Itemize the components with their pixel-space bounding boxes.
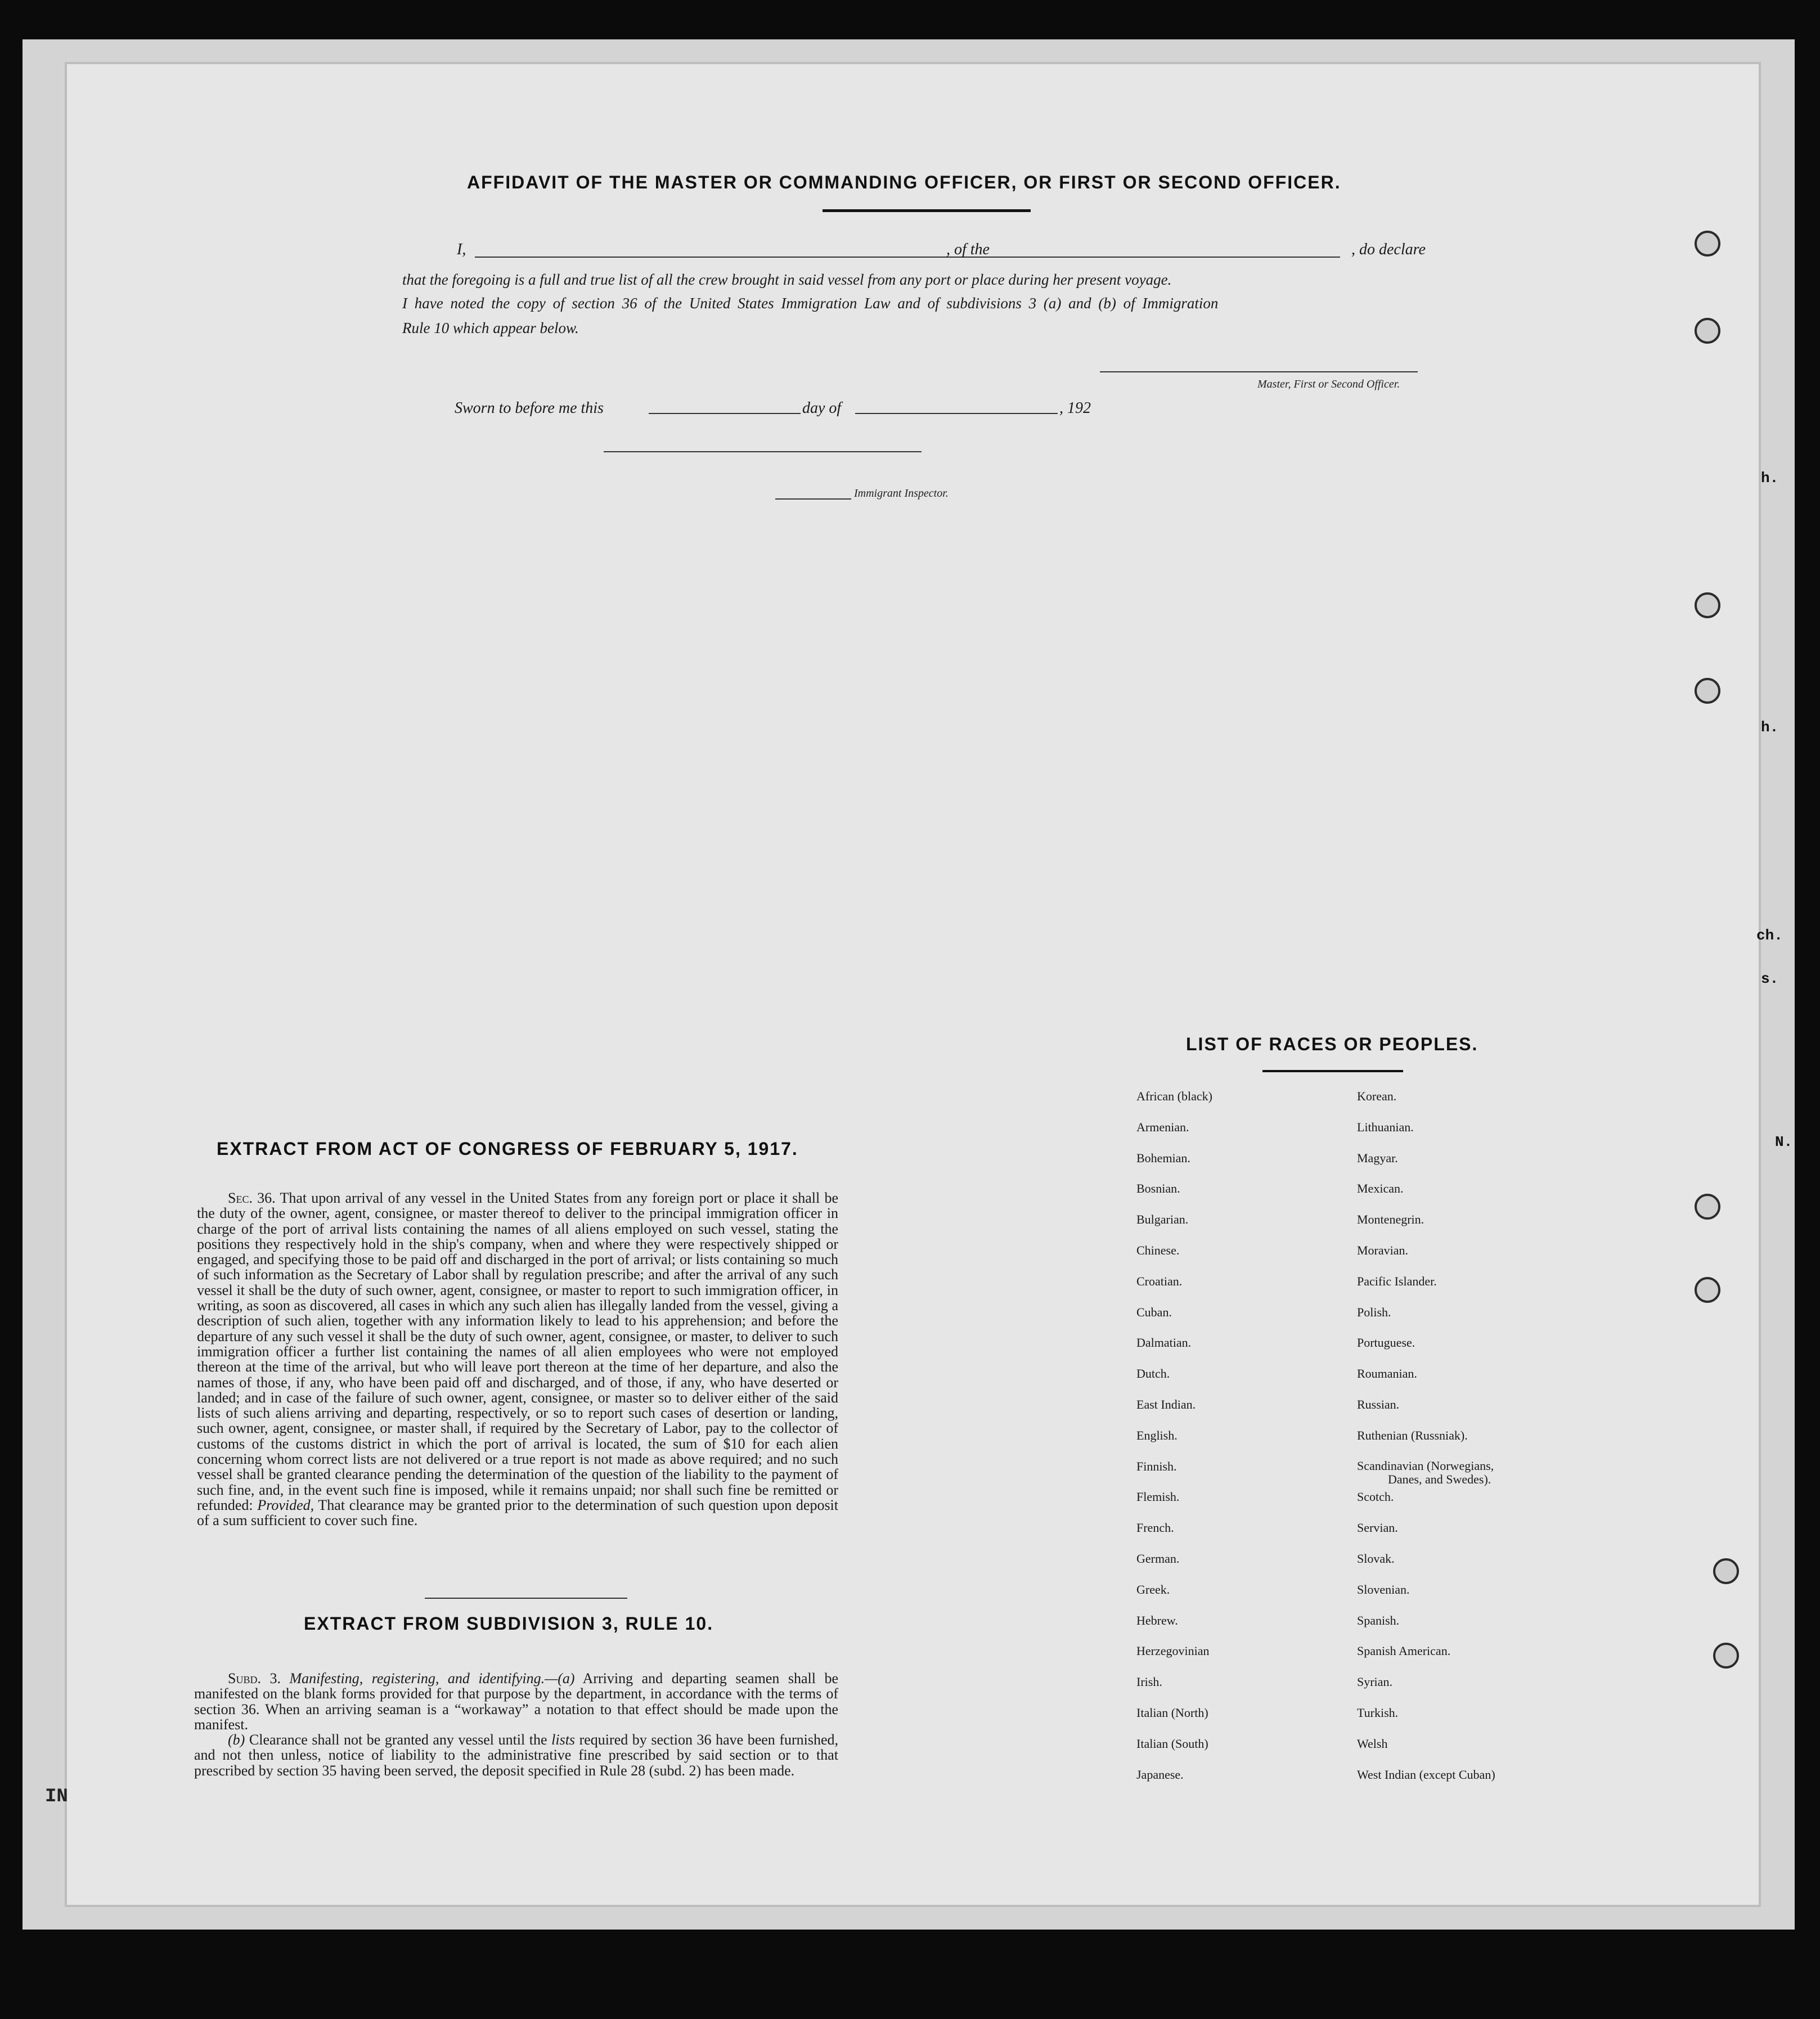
race-item: Dalmatian. (1136, 1335, 1192, 1350)
year-label: , 192 (1059, 399, 1091, 417)
race-item: Bulgarian. (1136, 1212, 1189, 1227)
race-item: English. (1136, 1428, 1178, 1442)
para-b-start: Clearance shall not be granted any vessel until the (249, 1732, 547, 1748)
race-item: Herzegovinian (1136, 1644, 1210, 1658)
race-item: Scandinavian (Norwegians, (1357, 1458, 1494, 1473)
sworn-month-field[interactable] (855, 413, 1058, 414)
affidavit-line-1 (457, 241, 1447, 259)
race-item: Chinese. (1136, 1243, 1180, 1257)
subd-heading: Manifesting, registering, and identifying.—(a) (289, 1670, 575, 1687)
race-item: Hebrew. (1136, 1613, 1178, 1627)
race-item: Croatian. (1136, 1274, 1183, 1288)
race-item: Cuban. (1136, 1305, 1172, 1319)
race-item: Lithuanian. (1357, 1119, 1414, 1134)
race-item: Turkish. (1357, 1705, 1399, 1720)
race-item: Moravian. (1357, 1243, 1409, 1257)
race-item: Finnish. (1136, 1459, 1177, 1473)
race-item: Syrian. (1357, 1675, 1392, 1689)
affidavit-line-2: that the foregoing is a full and true list of all the crew brought in said vessel from any port or place during her present voyage. (402, 271, 1172, 288)
edge-mark: s. (1761, 970, 1779, 987)
declare-label: , do declare (1351, 241, 1426, 258)
race-item-scandinavian (1357, 1459, 1495, 1490)
of-the-label: , of the (946, 241, 990, 258)
binder-hole (1695, 678, 1720, 704)
day-of-label: day of (802, 399, 842, 417)
rule-extract-para-b (194, 1732, 838, 1778)
race-item: Russian. (1357, 1397, 1400, 1411)
race-item: Roumanian. (1357, 1366, 1417, 1381)
race-item: East Indian. (1136, 1397, 1196, 1411)
race-item: French. (1136, 1521, 1174, 1535)
race-item: Mexican. (1357, 1181, 1404, 1196)
act-extract-body (197, 1190, 838, 1528)
race-item: Ruthenian (Russniak). (1357, 1428, 1468, 1442)
edge-mark: h. (1761, 719, 1779, 736)
race-item: West Indian (except Cuban) (1357, 1767, 1495, 1782)
race-item-continuation: Danes, and Swedes). (1388, 1472, 1491, 1486)
sworn-line (455, 399, 1130, 417)
race-item: Greek. (1136, 1582, 1170, 1597)
inspector-signature-line[interactable] (604, 451, 922, 452)
race-item: Servian. (1357, 1521, 1398, 1535)
race-item: African (black) (1136, 1089, 1212, 1103)
sworn-date-field[interactable] (649, 413, 801, 414)
race-item: Welsh (1357, 1736, 1388, 1751)
rule-extract-title: EXTRACT FROM SUBDIVISION 3, RULE 10. (304, 1613, 714, 1634)
race-item: Armenian. (1136, 1119, 1189, 1134)
para-b-label: (b) (228, 1732, 245, 1748)
race-item: Slovenian. (1357, 1582, 1410, 1597)
race-item: Bohemian. (1136, 1150, 1190, 1165)
binder-hole (1713, 1643, 1739, 1669)
inspector-caption: Immigrant Inspector. (854, 487, 949, 500)
race-item: German. (1136, 1551, 1180, 1566)
races-title-underline (1262, 1070, 1403, 1072)
section-label: Sec. 36. (228, 1190, 276, 1206)
vessel-name-field[interactable] (1003, 257, 1340, 258)
subd-label: Subd. 3. (228, 1670, 281, 1687)
races-title: LIST OF RACES OR PEOPLES. (1186, 1034, 1479, 1054)
race-item: Japanese. (1136, 1767, 1184, 1782)
section-text-end: That clearance may be granted prior to the determination of such question upon deposit of a sum sufficient to cover such fine. (197, 1496, 839, 1529)
affidavit-title: AFFIDAVIT OF THE MASTER OR COMMANDING OFFICER, OR FIRST OR SECOND OFFICER. (467, 172, 1341, 192)
binder-hole (1695, 231, 1720, 257)
para-b-lists: lists (551, 1732, 576, 1748)
sworn-label: Sworn to before me this (455, 399, 604, 417)
edge-mark: ch. (1756, 927, 1783, 944)
provided-word: Provided, (257, 1496, 314, 1513)
race-item: Irish. (1136, 1675, 1162, 1689)
edge-mark: h. (1761, 470, 1779, 487)
rule-extract-para-a (194, 1671, 838, 1732)
title-underline (823, 209, 1031, 212)
races-column-1 (1136, 1089, 1212, 1798)
race-item: Polish. (1357, 1305, 1391, 1319)
affidavit-line-3: I have noted the copy of section 36 of the United States Immigration Law and of subdivisions 3 (a) and (b) of Immigration (402, 295, 1219, 312)
binder-hole (1695, 592, 1720, 618)
race-item: Montenegrin. (1357, 1212, 1424, 1227)
race-item: Bosnian. (1136, 1181, 1180, 1196)
section-divider (425, 1598, 627, 1599)
para-a-text: Arriving and departing seamen shall be manifested on the blank forms provided for that purpose by the department, in accordance with the terms of section 36. When an arriving seaman is a “workaway” a notation to that effect should be made upon the manifest. (194, 1670, 839, 1733)
section-text: That upon arrival of any vessel in the United States from any foreign port or place it shall be the duty of the owner, agent, consignee, or master thereof to deliver to the principal immigration officer in charge of the port of arrival lists containing the names of all aliens employed on such vessel, stating the positions they respectively hold in the ship's company, when and where they were respectively shipped or engaged, and specifying those to be paid off and discharged in the port of arrival; or lists containing so much of such information as the Secretary of Labor shall by regulation prescribe; and after the arrival of any such vessel it shall be the duty of such owner, agent, consignee, or master to report to such immigration officer, in writing, as soon as discovered, all cases in which any such alien has illegally landed from the vessel, giving a description of such alien, together with any information likely to lead to his apprehension; and before the departure of any such vessel it shall be the duty of such owner, agent, consignee, or master, to deliver to such immigration officer a further list containing the names of all alien employees who were not employed thereon at the time of the arrival, but who will leave port thereon at the time of her departure, and also the names of those, if any, who have been paid off and discharged, and of those, if any, who have deserted or landed; and in case of the failure of such owner, agent, consignee, or master so to deliver either of the said lists of such aliens arriving and departing, respectively, or so to report such cases of desertion or landing, such owner, agent, consignee, or master shall, if required by the Secretary of Labor, pay to the collector of customs of the customs district in which the port of arrival is located, the sum of $10 for each alien concerning whom correct lists are not delivered or a true report is not made as above required; and no such vessel shall be granted clearance pending the determination of the question of the liability to the payment of such fine, and, in the event such fine is imposed, while it remains unpaid; nor shall such fine be remitted or refunded: (197, 1190, 838, 1513)
race-item: Korean. (1357, 1089, 1397, 1103)
officer-signature-caption: Master, First or Second Officer. (1257, 378, 1400, 390)
race-item: Spanish. (1357, 1613, 1400, 1627)
race-item: Italian (South) (1136, 1736, 1208, 1751)
race-item: Portuguese. (1357, 1335, 1415, 1350)
binder-hole (1695, 1277, 1720, 1303)
races-column-2 (1357, 1089, 1495, 1798)
para-b-end: required by section 36 have been furnished, and not then unless, notice of liability to the administrative fine prescribed by said section or to that prescribed by section 35 having been served, the deposit specified in Rule 28 (subd. 2) has been made. (194, 1732, 839, 1779)
edge-mark: N. (1775, 1134, 1793, 1150)
edge-mark: IN (45, 1786, 68, 1807)
inspector-short-line[interactable] (775, 498, 851, 500)
race-item: Dutch. (1136, 1366, 1170, 1381)
race-item: Flemish. (1136, 1490, 1180, 1504)
race-item: Pacific Islander. (1357, 1274, 1437, 1288)
binder-hole (1695, 318, 1720, 344)
officer-signature-line[interactable] (1100, 371, 1418, 372)
race-item: Magyar. (1357, 1150, 1398, 1165)
binder-hole (1713, 1558, 1739, 1584)
declarant-label: I, (457, 241, 466, 258)
race-item: Scotch. (1357, 1490, 1394, 1504)
act-extract-title: EXTRACT FROM ACT OF CONGRESS OF FEBRUARY 5, 1917. (217, 1139, 798, 1159)
race-item: Spanish American. (1357, 1644, 1451, 1658)
binder-hole (1695, 1194, 1720, 1220)
race-item: Slovak. (1357, 1551, 1395, 1566)
race-item: Italian (North) (1136, 1705, 1208, 1720)
affidavit-line-4: Rule 10 which appear below. (402, 320, 579, 336)
